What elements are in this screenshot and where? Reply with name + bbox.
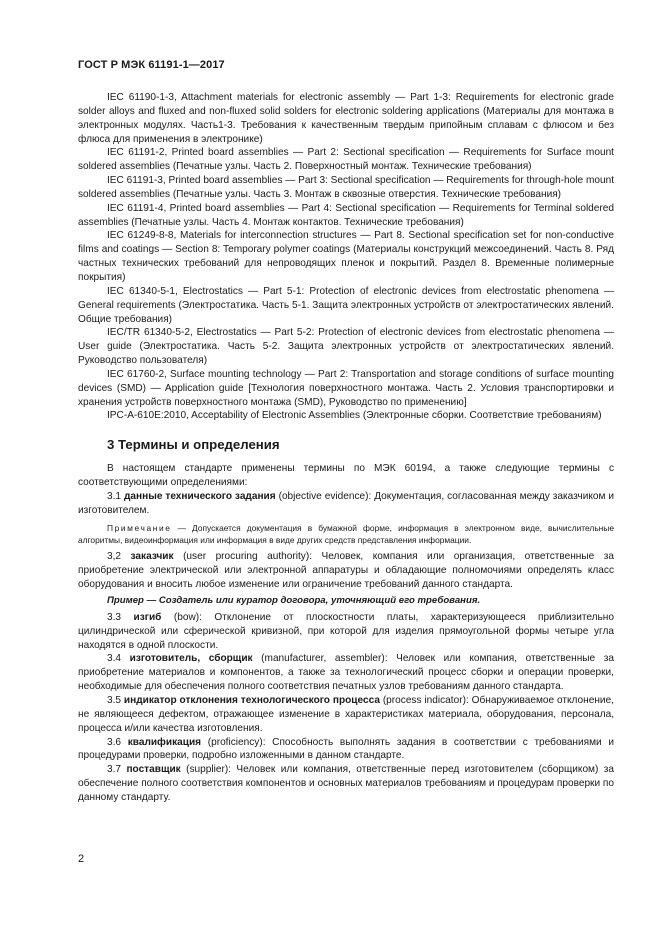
reference-item: IEC/TR 61340-5-2, Electrostatics — Part 5-2: Protection of electronic devices from electrostatic phenomena — User guide (Электростатика. Часть 5-2. Защита электронных устройств от электростатических явлений. Руководство пользователя): [78, 327, 614, 367]
term-definition: (process indicator): Обнаруживаемое отклонение, не являющееся дефектом, отражающее изменение в характеристиках материала, оборудования, персонала, процесса и/или качества изготовления.: [78, 695, 614, 734]
term-definition: (objective evidence): Документация, согласованная между заказчиком и изготовителем.: [78, 490, 614, 516]
term-number: 3.3: [107, 611, 134, 623]
term-number: 3.1: [107, 490, 124, 502]
reference-item: IEC 61760-2, Surface mounting technology — Part 2: Transportation and storage conditions of surface mounting devices (SMD) — Application guide [Технология поверхностного монтажа. Часть 2. Условия транспортировки и хранения устройств поверхностного монтажа (SMD), Руководство по применению]: [78, 368, 614, 408]
term-name: квалификация: [127, 736, 202, 748]
reference-item: IEC 61191-3, Printed board assemblies — Part 3: Sectional specification — Requirements for through-hole mount soldered assemblies (Печатные узлы. Часть 3. Монтаж в сквозные отверстия. Технические требования): [78, 175, 615, 200]
standard-header: ГОСТ Р МЭК 61191-1—2017: [78, 59, 225, 71]
term-3-7: [78, 763, 614, 805]
reference-item: IPC-A-610E:2010, Acceptability of Electronic Assemblies (Электронные сборки. Соответствие требованиям): [107, 410, 602, 422]
term-number: 3.4: [107, 653, 130, 665]
term-name: поставщик: [126, 764, 181, 776]
term-name: данные технического задания: [123, 490, 276, 502]
example-text: Пример — Создатель или куратор договора, уточняющий его требования.: [107, 595, 481, 607]
reference-item: IEC 61191-2, Printed board assemblies — Part 2: Sectional specification — Requirements for Surface mount soldered assemblies (Печатные узлы. Часть 2. Поверхностный монтаж. Технические требования): [78, 147, 614, 173]
term-definition: (user procuring authority): Человек, компания или организация, ответственные за приобретение электрической или электронной аппаратуры и обладающие полномочиями определять класс оборудования и вносить любое изменение или ограничение требований данного стандарта.: [78, 550, 614, 590]
term-name: изгиб: [133, 611, 162, 623]
term-number: 3.6: [107, 736, 128, 748]
term-definition: (bow): Отклонение от плоскостности платы, характеризующееся приблизительно цилиндрической или сферической кривизной, при которой для изделия прямоугольной формы четыре угла находятся в одной плоскости.: [78, 611, 614, 651]
term-name: индикатор отклонения технологического процесса: [123, 695, 380, 706]
reference-item: IEC 61249-8-8, Materials for interconnection structures — Part 8. Sectional specification set for non-conductive films and coatings — Section 8: Temporary polymer coatings (Материалы конструкций межсоединений. Часть 8. Ряд частных технических требований для непроводящих пленок и покрытий. Раздел 8. Временные полимерные покрытия): [78, 230, 614, 283]
term-3-3: [78, 611, 614, 653]
term-definition: (manufacturer, assembler): Человек или компания, ответственные за приобретение материалов и компонентов, а также за технологический процесс сборки и операции проверки, необходимые для обеспечения полного соответствия печатных узлов требованиям данного стандарта.: [78, 653, 614, 693]
term-3-6: [78, 736, 614, 764]
term-3-2: [78, 550, 614, 592]
term-name: изготовитель, сборщик: [129, 653, 253, 665]
term-number: 3,2: [107, 550, 131, 562]
reference-item: IEC 61190-1-3, Attachment materials for electronic assembly — Part 1-3: Requirements for electronic grade solder alloys and fluxed and non-fluxed solid solders for electronic soldering applications (Материалы для монтажа в электронных модулях. Часть1-3. Требования к качественным твердым припойным сплавам с флюсом и без флюса для применения в электронике): [78, 92, 614, 145]
page-number: 2: [78, 853, 85, 865]
term-name: заказчик: [130, 550, 174, 562]
term-number: 3.5: [107, 695, 124, 706]
section-heading: 3 Термины и определения: [107, 437, 280, 453]
term-3-4: [78, 652, 614, 694]
term-3-5: [78, 694, 614, 736]
term-definition: (supplier): Человек или компания, ответственные перед изготовителем (сборщиком) за обеспечение полного соответствия компонентов и основных материалов требованиям и процедурам проверки по данному стандарту.: [78, 764, 614, 803]
note-text: — Допускается документация в бумажной форме, информация в электронном виде, вычислительные алгоритмы, видеоинформация или информация в виде других средств представления информации.: [78, 522, 614, 545]
term-3-1: [78, 490, 614, 518]
note-label: Примечание: [107, 522, 172, 533]
term-number: 3.7: [107, 764, 127, 776]
section-intro: В настоящем стандарте применены термины по МЭК 60194, а также следующие термины с соответствующими определениями:: [78, 463, 614, 489]
term-definition: (proficiency): Способность выполнять задания в соответствии с требованиями и процедурами проверки, подробно изложенными в данном стандарте.: [78, 736, 614, 762]
reference-item: IEC 61340-5-1, Electrostatics — Part 5-1: Protection of electronic devices from electrostatic phenomena — General requirements (Электростатика. Часть 5-1. Защита электронных устройств от электростатических явлений. Общие требования): [78, 285, 614, 325]
note: [78, 522, 614, 546]
document-body: [78, 91, 614, 805]
example: [78, 594, 614, 608]
reference-item: IEC 61191-4, Printed board assemblies — Part 4: Sectional specification — Requirements for Terminal soldered assemblies (Печатные узлы. Часть 4. Монтаж контактов. Технические требования): [78, 202, 614, 228]
